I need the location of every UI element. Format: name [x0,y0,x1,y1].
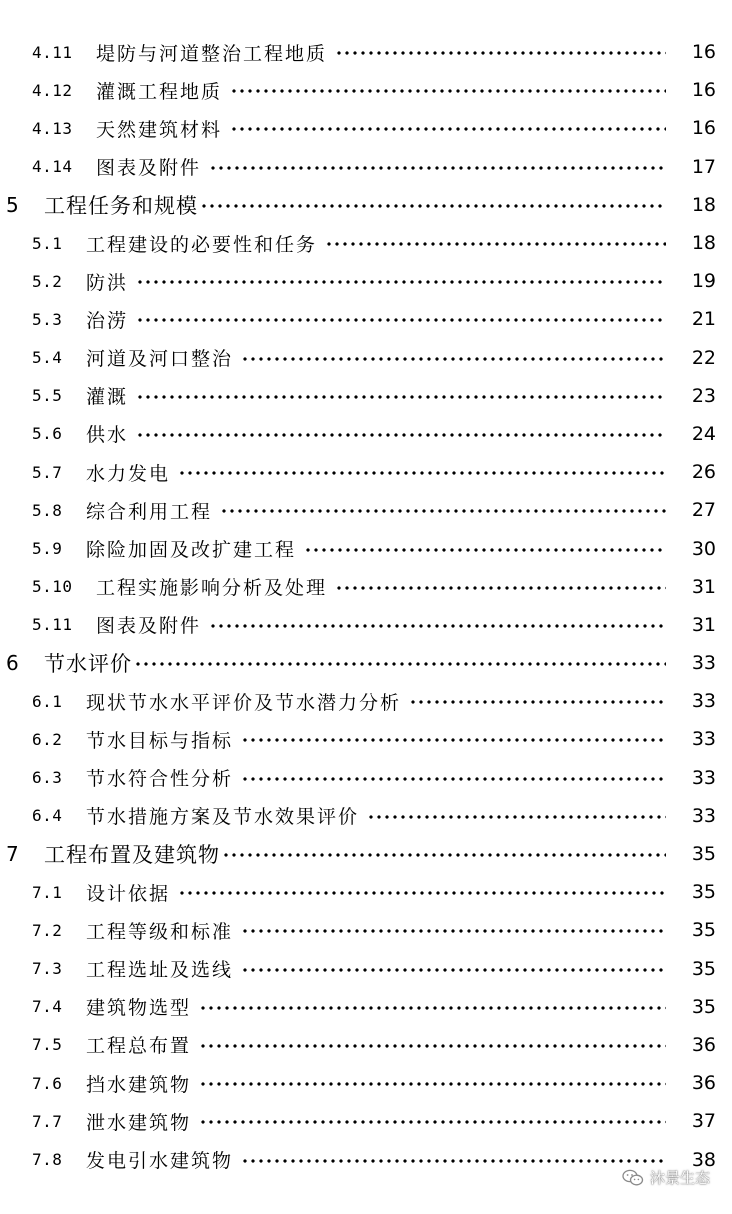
toc-section-entry [0,1102,732,1140]
toc-entry-page: 35 [691,957,716,980]
toc-entry-number: 7.8 [32,1150,63,1170]
toc-section-entry [0,415,732,453]
toc-entry-title: 工程等级和标准 [86,920,234,943]
dot-leader [222,853,666,857]
toc-entry-page: 38 [691,1148,716,1171]
toc-chapter-entry [0,835,732,873]
toc-entry-title: 节水目标与指标 [86,729,234,752]
dot-leader [199,1044,666,1048]
toc-entry-title: 防洪 [86,271,129,294]
dot-leader [335,51,666,55]
toc-entry-title: 泄水建筑物 [86,1111,192,1134]
toc-entry-page: 30 [691,537,716,560]
dot-leader [136,318,666,322]
toc-entry-number: 5.8 [32,500,63,520]
toc-section-entry [0,491,732,529]
toc-entry-page: 31 [691,575,716,598]
toc-section-entry [0,873,732,911]
toc-entry-page: 19 [691,270,716,293]
toc-entry-number: 5.3 [32,309,63,329]
toc-section-entry [0,33,732,71]
dot-leader [209,166,666,170]
toc-entry-page: 17 [691,155,716,178]
toc-entry-number: 5.11 [32,615,73,635]
toc-entry-title: 工程建设的必要性和任务 [86,233,318,256]
toc-entry-number: 4.11 [32,42,73,62]
toc-entry-page: 16 [691,117,716,140]
dot-leader [136,395,666,399]
toc-entry-number: 7.5 [32,1035,63,1055]
toc-entry-title: 堤防与河道整治工程地质 [96,42,328,65]
dot-leader [200,204,666,208]
dot-leader [134,662,666,666]
toc-entry-title: 节水评价 [44,652,132,677]
toc-entry-title: 节水措施方案及节水效果评价 [86,806,360,829]
dot-leader [325,242,666,246]
toc-section-entry [0,377,732,415]
toc-section-entry [0,797,732,835]
toc-entry-number: 7.1 [32,882,63,902]
toc-entry-title: 水力发电 [86,462,171,485]
toc-entry-page: 31 [691,613,716,636]
toc-section-entry [0,109,732,147]
toc-entry-title: 治涝 [86,309,129,332]
toc-entry-number: 6.4 [32,806,63,826]
toc-entry-number: 5.9 [32,539,63,559]
toc-entry-number: 4.13 [32,118,73,138]
toc-entry-title: 工程任务和规模 [44,193,198,218]
dot-leader [241,738,666,742]
watermark [622,1167,710,1188]
dot-leader [241,777,666,781]
toc-entry-title: 天然建筑材料 [96,118,223,141]
toc-section-entry [0,529,732,567]
toc-chapter-entry [0,644,732,682]
toc-section-entry [0,262,732,300]
toc-entry-number: 7.6 [32,1073,63,1093]
toc-entry-number: 5.1 [32,233,63,253]
toc-entry-page: 33 [691,652,716,675]
toc-entry-title: 工程选址及选线 [86,959,234,982]
dot-leader [209,624,666,628]
toc-section-entry [0,300,732,338]
dot-leader [241,1159,666,1163]
toc-entry-number: 7.4 [32,997,63,1017]
dot-leader [367,815,666,819]
toc-entry-page: 21 [691,308,716,331]
toc-entry-title: 图表及附件 [96,615,202,638]
toc-section-entry [0,568,732,606]
toc-entry-title: 发电引水建筑物 [86,1150,234,1173]
toc-entry-page: 35 [691,881,716,904]
toc-entry-number: 4.12 [32,80,73,100]
toc-entry-number: 6.1 [32,691,63,711]
toc-entry-title: 工程总布置 [86,1035,192,1058]
toc-entry-number: 5 [6,192,20,217]
wechat-icon [622,1169,644,1187]
dot-leader [335,586,666,590]
toc-entry-page: 33 [691,690,716,713]
dot-leader [241,357,666,361]
toc-entry-page: 33 [691,728,716,751]
toc-section-entry [0,1026,732,1064]
toc-entry-page: 35 [691,919,716,942]
toc-entry-page: 33 [691,766,716,789]
dot-leader [136,433,666,437]
toc-entry-title: 综合利用工程 [86,500,213,523]
toc-entry-number: 5.2 [32,271,63,291]
toc-entry-page: 36 [691,1033,716,1056]
toc-entry-title: 供水 [86,424,129,447]
toc-chapter-entry [0,186,732,224]
toc-entry-number: 7.7 [32,1111,63,1131]
dot-leader [178,891,666,895]
toc-section-entry [0,71,732,109]
dot-leader [304,548,666,552]
toc-entry-title: 现状节水水平评价及节水潜力分析 [86,691,402,714]
toc-entry-page: 33 [691,804,716,827]
toc-section-entry [0,606,732,644]
toc-entry-title: 灌溉工程地质 [96,80,223,103]
toc-entry-number: 6.2 [32,729,63,749]
toc-entry-page: 16 [691,79,716,102]
toc-entry-page: 35 [691,843,716,866]
toc-section-entry [0,950,732,988]
toc-section-entry [0,148,732,186]
toc-section-entry [0,682,732,720]
dot-leader [230,89,666,93]
toc-entry-number: 5.4 [32,348,63,368]
dot-leader [199,1120,666,1124]
toc-section-entry [0,453,732,491]
dot-leader [409,700,666,704]
toc-section-entry [0,911,732,949]
toc-entry-number: 5.5 [32,386,63,406]
toc-entry-title: 图表及附件 [96,157,202,180]
dot-leader [199,1006,666,1010]
dot-leader [241,968,666,972]
toc-entry-title: 除险加固及改扩建工程 [86,539,297,562]
toc-entry-page: 18 [691,232,716,255]
toc-entry-page: 35 [691,995,716,1018]
dot-leader [136,280,666,284]
watermark-text: 沐景生态 [649,1169,710,1187]
toc-entry-number: 7.3 [32,959,63,979]
toc-entry-page: 36 [691,1072,716,1095]
toc-entry-number: 4.14 [32,157,73,177]
toc-entry-page: 23 [691,384,716,407]
toc-entry-number: 6.3 [32,768,63,788]
toc-section-entry [0,1064,732,1102]
toc-entry-title: 河道及河口整治 [86,348,234,371]
dot-leader [241,929,666,933]
toc-entry-title: 工程实施影响分析及处理 [96,577,328,600]
toc-section-entry [0,988,732,1026]
toc-entry-number: 6 [6,651,20,676]
toc-entry-page: 18 [691,193,716,216]
toc-entry-title: 工程布置及建筑物 [44,843,220,868]
toc-entry-title: 灌溉 [86,386,129,409]
toc-entry-number: 5.7 [32,462,63,482]
toc-entry-number: 5.6 [32,424,63,444]
toc-entry-title: 设计依据 [86,882,171,905]
toc-entry-number: 5.10 [32,577,73,597]
dot-leader [220,509,666,513]
toc-entry-number: 7 [6,842,20,867]
table-of-contents [0,33,732,1179]
toc-entry-page: 16 [691,41,716,64]
dot-leader [230,127,666,131]
toc-entry-page: 37 [691,1110,716,1133]
toc-section-entry [0,339,732,377]
toc-section-entry [0,720,732,758]
toc-entry-page: 24 [691,422,716,445]
toc-entry-page: 26 [691,461,716,484]
dot-leader [178,471,666,475]
toc-entry-title: 挡水建筑物 [86,1073,192,1096]
toc-entry-page: 22 [691,346,716,369]
toc-section-entry [0,759,732,797]
dot-leader [199,1082,666,1086]
toc-entry-page: 27 [691,499,716,522]
toc-section-entry [0,224,732,262]
toc-entry-number: 7.2 [32,920,63,940]
toc-entry-title: 建筑物选型 [86,997,192,1020]
toc-entry-title: 节水符合性分析 [86,768,234,791]
